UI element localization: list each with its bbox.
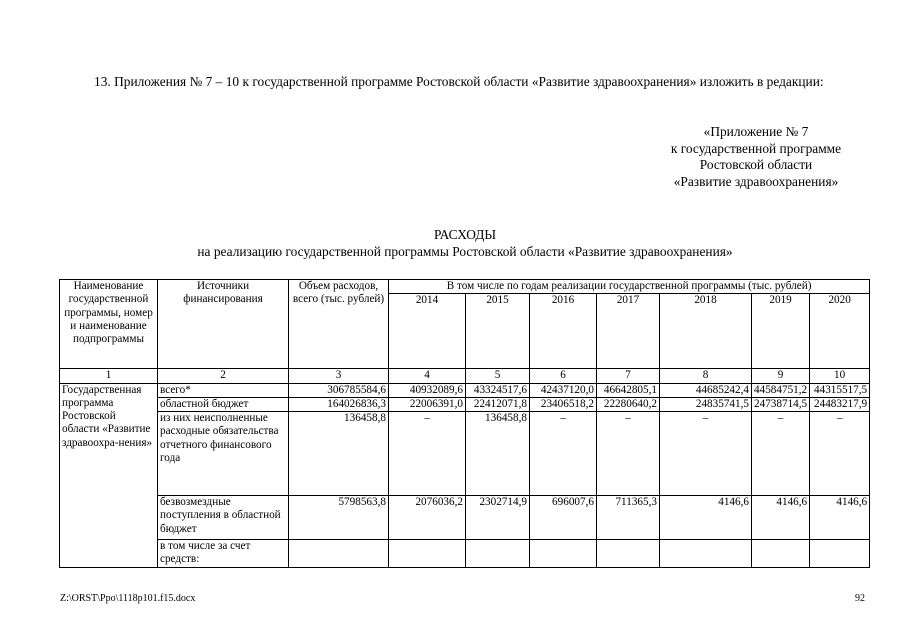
- value-cell: 44315517,5: [810, 383, 870, 397]
- value-cell: 2076036,2: [389, 496, 466, 540]
- column-number: 9: [752, 369, 810, 383]
- column-numbers-row: [60, 369, 870, 383]
- header-year: 2014: [389, 294, 466, 369]
- header-program-name: Наименование государственной программы, номер и наименование подпрограммы: [60, 280, 158, 369]
- value-cell: [752, 540, 810, 568]
- value-cell: 24835741,5: [660, 397, 752, 411]
- table-row: [60, 496, 870, 540]
- value-cell: 5798563,8: [289, 496, 389, 540]
- source-cell: в том числе за счет средств:: [158, 540, 289, 568]
- title-subtitle: на реализацию государственной программы Ростовской области «Развитие здравоохранения»: [197, 244, 733, 259]
- footer-file-path: Z:\ORST\Ppo\1118p101.f15.docx: [60, 593, 196, 604]
- value-cell: [466, 540, 530, 568]
- value-cell: [810, 540, 870, 568]
- column-number: 7: [597, 369, 660, 383]
- column-number: 5: [466, 369, 530, 383]
- value-cell: –: [660, 412, 752, 496]
- value-cell: 42437120,0: [530, 383, 597, 397]
- header-by-years: В том числе по годам реализации государственной программы (тыс. рублей): [389, 280, 870, 294]
- appendix-line: Ростовской области: [699, 157, 813, 172]
- column-number: 3: [289, 369, 389, 383]
- column-number: 1: [60, 369, 158, 383]
- value-cell: –: [597, 412, 660, 496]
- value-cell: [389, 540, 466, 568]
- value-cell: [289, 540, 389, 568]
- program-name-cell: Государственная программа Ростовской области «Развитие здравоохра-нения»: [60, 383, 158, 568]
- value-cell: [530, 540, 597, 568]
- value-cell: 43324517,6: [466, 383, 530, 397]
- header-year: 2019: [752, 294, 810, 369]
- value-cell: 46642805,1: [597, 383, 660, 397]
- value-cell: –: [530, 412, 597, 496]
- appendix-line: «Развитие здравоохранения»: [673, 173, 839, 189]
- value-cell: [597, 540, 660, 568]
- column-number: 8: [660, 369, 752, 383]
- footer-page-number: 92: [855, 593, 865, 604]
- value-cell: 22412071,8: [466, 397, 530, 411]
- header-year: 2015: [466, 294, 530, 369]
- header-year: 2018: [660, 294, 752, 369]
- value-cell: 22006391,0: [389, 397, 466, 411]
- column-number: 4: [389, 369, 466, 383]
- column-number: 10: [810, 369, 870, 383]
- table-row: [60, 383, 870, 397]
- header-sources: Источники финансирования: [158, 280, 289, 369]
- value-cell: 4146,6: [752, 496, 810, 540]
- table-row: [60, 397, 870, 411]
- value-cell: 2302714,9: [466, 496, 530, 540]
- value-cell: 24483217,9: [810, 397, 870, 411]
- value-cell: 164026836,3: [289, 397, 389, 411]
- value-cell: 22280640,2: [597, 397, 660, 411]
- table-row: [60, 412, 870, 496]
- value-cell: 4146,6: [810, 496, 870, 540]
- header-volume: Объем расходов, всего (тыс. рублей): [289, 280, 389, 369]
- table-row: [60, 540, 870, 568]
- header-year: 2020: [810, 294, 870, 369]
- appendix-line: «Приложение № 7: [703, 124, 809, 139]
- value-cell: 136458,8: [289, 412, 389, 496]
- header-year: 2017: [597, 294, 660, 369]
- value-cell: 136458,8: [466, 412, 530, 496]
- expenses-table: [59, 279, 870, 568]
- document-title: [60, 226, 870, 260]
- appendix-caption: [636, 124, 876, 190]
- value-cell: 696007,6: [530, 496, 597, 540]
- source-cell: областной бюджет: [158, 397, 289, 411]
- value-cell: –: [752, 412, 810, 496]
- appendix-line: к государственной программе: [670, 140, 842, 156]
- source-cell: из них неисполненные расходные обязательства отчетного финансового года: [158, 412, 289, 496]
- value-cell: [660, 540, 752, 568]
- value-cell: 40932089,6: [389, 383, 466, 397]
- value-cell: 44584751,2: [752, 383, 810, 397]
- header-row: [60, 280, 870, 294]
- source-cell: безвозмездные поступления в областной бюджет: [158, 496, 289, 540]
- source-cell: всего*: [158, 383, 289, 397]
- value-cell: 306785584,6: [289, 383, 389, 397]
- value-cell: 44685242,4: [660, 383, 752, 397]
- value-cell: –: [389, 412, 466, 496]
- value-cell: 24738714,5: [752, 397, 810, 411]
- title-heading: РАСХОДЫ: [433, 227, 497, 242]
- intro-paragraph: 13. Приложения № 7 – 10 к государственной программе Ростовской области «Развитие здравоохранения» изложить в редакции:: [94, 74, 824, 89]
- header-year: 2016: [530, 294, 597, 369]
- value-cell: –: [810, 412, 870, 496]
- column-number: 2: [158, 369, 289, 383]
- value-cell: 711365,3: [597, 496, 660, 540]
- value-cell: 23406518,2: [530, 397, 597, 411]
- column-number: 6: [530, 369, 597, 383]
- value-cell: 4146,6: [660, 496, 752, 540]
